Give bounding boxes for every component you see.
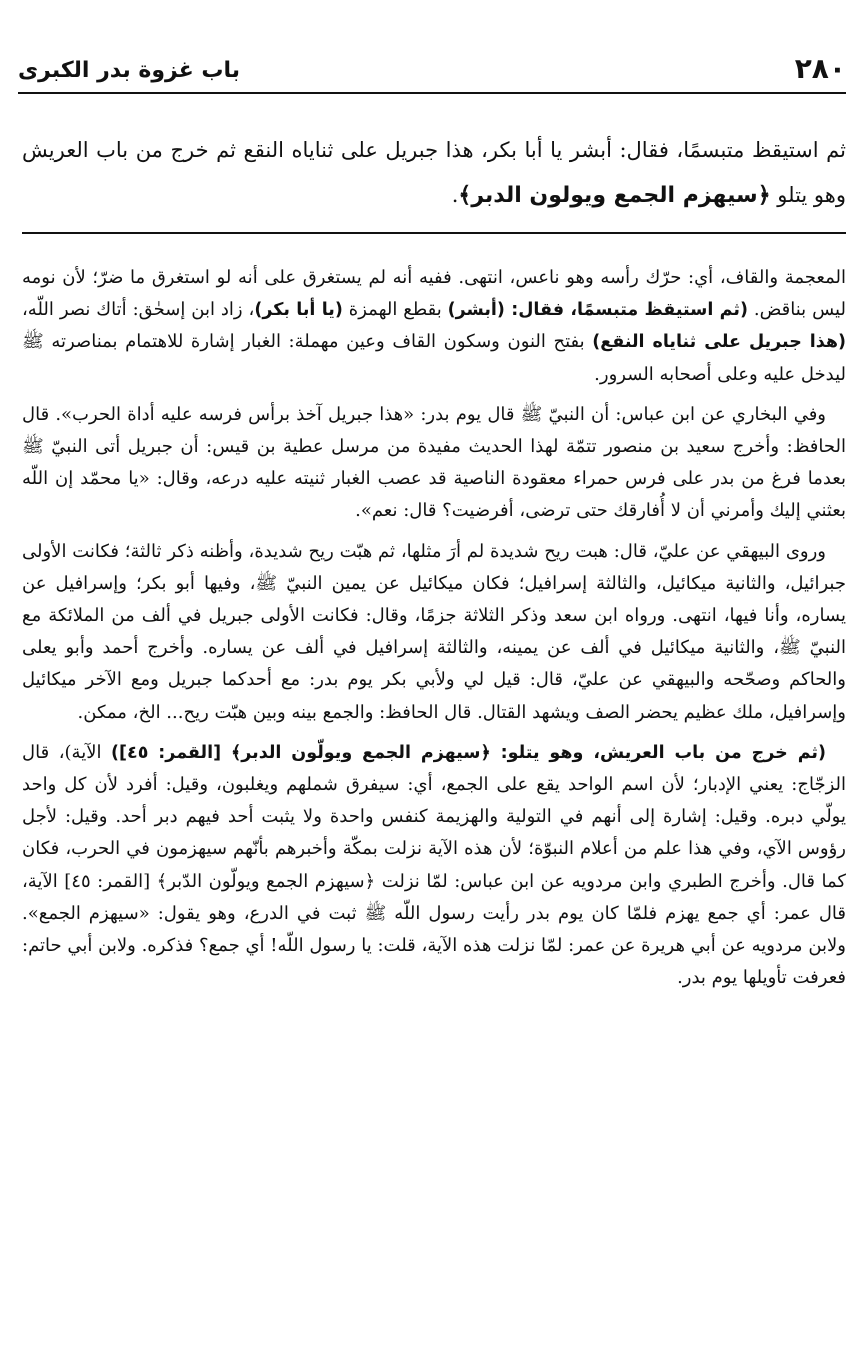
commentary-paragraph-3: وروى البيهقي عن عليّ، قال: هبت ريح شديدة لم أرَ مثلها، ثم هبّت ريح شديدة، وأظنه ذكر ثالثة؛ فكانت الأولى جبرائيل، والثانية ميكائيل، والثالثة إسرافيل؛ فكان ميكائيل عن يمين النبيّ ﷺ، وفيها أبو بكر؛ وإسرافيل عن يساره، وأنا فيها، انتهى. ورواه ابن سعد وذكر الثلاثة جزمًا، وقال: فكانت الأولى جبريل في ألف من الملائكة مع النبيّ ﷺ، والثانية ميكائيل في ألف عن يمينه، والثالثة إسرافيل في ألف عن يساره. وأخرج أحمد وأبو يعلى والحاكم وصحّحه والبيهقي عن عليّ، قال: قيل لي ولأبي بكر يوم بدر: مع أحدكما جبريل ومع الآخر ميكائيل وإسرافيل، ملك عظيم يحضر الصف ويشهد القتال. قال الحافظ: والجمع بينه وبين هبّت ريح... الخ، ممكن. bbox=[22, 540, 846, 723]
commentary-text: الآية)، قال الزجّاج: يعني الإدبار؛ لأن اسم الواحد يقع على الجمع، أي: سيفرق شملهم ويغلبون، وقيل: أفرد لأن كل واحد يولّي دبره. وقيل: إشارة إلى أنهم في التولية والهزيمة كنفس واحدة ولا يثبت أحد فيهم دبر أحد. وقيل: لأجل رؤوس الآي، وفي هذا علم من أعلام النبوّة؛ لأن هذه الآية نزلت بمكّة وأخبرهم بأنّهم سيهزمون في الحرب، فكان كما قال. وأخرج الطبري وابن مردويه عن ابن عباس: لمّا نزلت ﴿سيهزم الجمع ويولّون الدّبر﴾ [القمر: ٤٥] الآية، قال عمر: أي جمع يهزم فلمّا كان يوم بدر رأيت رسول اللّه ﷺ ثبت في الدرع، وهو يقول: «سيهزم الجمع». ولابن مردويه عن أبي هريرة عن عمر: لمّا نزلت هذه الآية، قلت: يا رسول اللّه! أي جمع؟ فذكره. ولابن أبي حاتم: فعرفت تأويلها يوم بدر. bbox=[22, 741, 846, 989]
commentary-paragraph-2: وفي البخاري عن ابن عباس: أن النبيّ ﷺ قال يوم بدر: «هذا جبريل آخذ برأس فرسه عليه أداة الحرب». قال الحافظ: وأخرج سعيد بن منصور تتمّة لهذا الحديث مفيدة من مرسل عطية بن قيس: أن جبريل أتى النبيّ ﷺ بعدما فرغ من بدر على فرس حمراء معقودة الناصية قد عصب الغبار ثنيته عليه درعه، وقال: «يا محمّد إن اللّه بعثني إليك وأمرني أن لا أُفارقك حتى ترضى، أفرضيت؟ قال: نعم». bbox=[22, 403, 846, 522]
commentary-lemma: (هذا جبريل على ثناياه النقع) bbox=[592, 332, 847, 353]
commentary-lemma: (أبشر) bbox=[447, 300, 505, 321]
commentary-lemma: (ثم استيقظ متبسمًا، فقال: bbox=[504, 300, 748, 321]
page-number: ٢٨٠ bbox=[794, 52, 846, 85]
commentary-lemma: (ثم خرج من باب العريش، وهو يتلو: ﴿سيهزم الجمع ويولّون الدبر﴾ [القمر: ٤٥]) bbox=[111, 742, 826, 763]
commentary-text: ، زاد ابن إسحٰق: أتاك نصر اللّه، bbox=[22, 299, 255, 321]
main-text-line-2-end: . bbox=[451, 183, 459, 207]
main-text-line-2-lead: من باب العريش وهو يتلو bbox=[22, 138, 846, 207]
running-title: باب غزوة بدر الكبرى bbox=[18, 58, 241, 83]
commentary-text: المعجمة والقاف، أي: حرّك رأسه وهو ناعس، انتهى. ففيه أنه لم يستغرق على أنه لو استغرق ما ضرّ؛ لأن نومه ليس بناقض. bbox=[22, 267, 846, 321]
page-header bbox=[18, 48, 846, 94]
main-text bbox=[22, 128, 846, 218]
commentary-paragraph-1 bbox=[22, 262, 846, 391]
commentary-lemma: (يا أبا بكر) bbox=[254, 300, 343, 321]
commentary-text: بقطع الهمزة bbox=[342, 299, 448, 321]
commentary-text: بفتح النون وسكون القاف وعين مهملة: الغبار إشارة للاهتمام بمناصرته ﷺ ليدخل عليه وعلى أصحابه السرور. bbox=[22, 331, 846, 385]
commentary-paragraph-4 bbox=[22, 737, 846, 995]
main-text-line-1: ثم استيقظ متبسمًا، فقال: أبشر يا أبا بكر، هذا جبريل على ثناياه النقع ثم خرج bbox=[170, 138, 846, 162]
quran-verse: ﴿سيهزم الجمع ويولون الدبر﴾ bbox=[458, 183, 771, 208]
commentary bbox=[22, 262, 846, 1002]
separator-rule bbox=[22, 232, 846, 234]
